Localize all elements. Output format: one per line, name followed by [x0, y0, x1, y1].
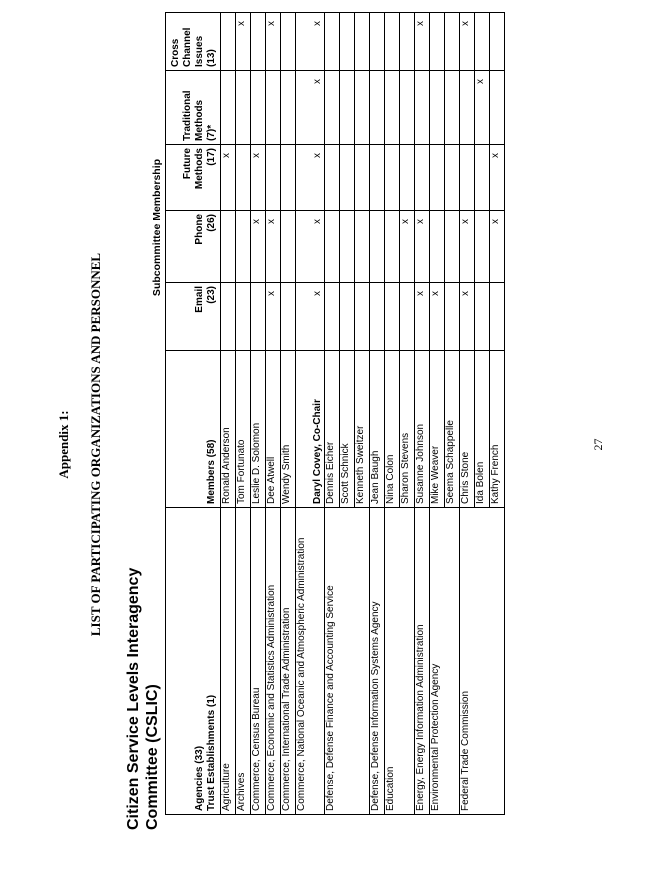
agencies-count: Agencies (33): [194, 745, 205, 811]
future-methods-cell: [430, 145, 445, 211]
future-methods-cell: [236, 145, 251, 211]
agency-cell: Commerce, International Trade Administration: [281, 508, 296, 815]
phone-cell: [251, 211, 266, 283]
page-number: 27: [591, 438, 605, 451]
email-cell: [236, 283, 251, 351]
agency-cell: Environmental Protection Agency: [430, 508, 460, 815]
table-row: [415, 13, 430, 815]
email-cell: [445, 283, 460, 351]
traditional-label2: Methods: [194, 99, 205, 141]
email-cell: [490, 283, 505, 351]
phone-cell: [460, 211, 475, 283]
agency-cell: Agriculture: [221, 508, 236, 815]
cross-channel-cell: [340, 13, 355, 71]
agency-cell: Federal Trade Commission: [460, 508, 505, 815]
phone-cell: [475, 211, 490, 283]
membership-mark: x: [266, 291, 277, 296]
future-methods-cell: [340, 145, 355, 211]
member-cell: Leslie D. Solomon: [251, 351, 266, 508]
membership-mark: x: [475, 79, 486, 84]
member-cell: Dee Atwell: [266, 351, 281, 508]
cross-count: (13): [206, 49, 217, 67]
future-methods-header: [166, 145, 221, 211]
cross-channel-cell: [355, 13, 370, 71]
email-cell: [340, 283, 355, 351]
table-row: [370, 13, 385, 815]
future-methods-cell: [251, 145, 266, 211]
phone-cell: [340, 211, 355, 283]
future-methods-cell: [475, 145, 490, 211]
committee-title-line1: Citizen Service Levels Interagency: [125, 567, 142, 830]
email-cell: [385, 283, 400, 351]
membership-mark: x: [312, 21, 323, 26]
email-header: [166, 283, 221, 351]
cross-label: Cross: [170, 38, 181, 67]
members-header: Members (58): [166, 351, 221, 508]
email-cell: [370, 283, 385, 351]
cross-channel-cell: [221, 13, 236, 71]
email-label: Email: [194, 286, 205, 313]
member-cell: Jean Baugh: [370, 351, 385, 508]
cross-label3: Issues: [194, 35, 205, 67]
table-row: [460, 13, 475, 815]
phone-label: Phone: [194, 214, 205, 245]
cross-channel-cell: [266, 13, 281, 71]
committee-title: [124, 568, 162, 830]
member-cell: Seema Schappelle: [445, 351, 460, 508]
cross-channel-cell: [236, 13, 251, 71]
table-row: [430, 13, 445, 815]
member-cell: Kathy French: [490, 351, 505, 508]
cross-channel-cell: [415, 13, 430, 71]
membership-mark: x: [490, 219, 501, 224]
agency-cell: Commerce, Census Bureau: [251, 508, 266, 815]
agency-cell: Defense, Defense Information Systems Agency: [370, 508, 385, 815]
trust-count: Trust Establishments (1): [206, 694, 217, 811]
membership-mark: x: [221, 153, 232, 158]
future-methods-cell: [385, 145, 400, 211]
membership-mark: x: [251, 219, 262, 224]
membership-mark: x: [460, 291, 471, 296]
phone-cell: [296, 211, 325, 283]
membership-mark: x: [312, 291, 323, 296]
table-row: [296, 13, 325, 815]
table-row: [266, 13, 281, 815]
table-row: [251, 13, 266, 815]
email-cell: [296, 283, 325, 351]
traditional-methods-cell: [460, 71, 475, 145]
agency-cell: Energy, Energy Information Administration: [415, 508, 430, 815]
email-count: (23): [206, 286, 217, 304]
membership-mark: x: [266, 219, 277, 224]
membership-mark: x: [266, 21, 277, 26]
future-methods-cell: [221, 145, 236, 211]
agency-cell: Education: [385, 508, 415, 815]
future-methods-cell: [325, 145, 340, 211]
cross-channel-cell: [445, 13, 460, 71]
member-cell: Susanne Johnson: [415, 351, 430, 508]
member-cell: Scott Schnick: [340, 351, 355, 508]
traditional-methods-cell: [385, 71, 400, 145]
email-cell: [325, 283, 340, 351]
future-methods-cell: [460, 145, 475, 211]
committee-title-line2: Committee (CSLIC): [144, 684, 161, 830]
future-label2: Methods: [194, 148, 205, 190]
traditional-methods-cell: [445, 71, 460, 145]
email-cell: [355, 283, 370, 351]
traditional-methods-cell: [415, 71, 430, 145]
future-methods-cell: [355, 145, 370, 211]
member-cell: Dennis Eicher: [325, 351, 340, 508]
email-cell: [266, 283, 281, 351]
cross-channel-cell: [400, 13, 415, 71]
traditional-count: (7)*: [206, 124, 217, 141]
traditional-methods-cell: [236, 71, 251, 145]
phone-cell: [490, 211, 505, 283]
agencies-header: [166, 508, 221, 815]
future-methods-cell: [490, 145, 505, 211]
cross-channel-cell: [281, 13, 296, 71]
member-cell: Kenneth Sweitzer: [355, 351, 370, 508]
cross-channel-cell: [251, 13, 266, 71]
traditional-methods-cell: [296, 71, 325, 145]
member-cell: Mike Weaver: [430, 351, 445, 508]
email-cell: [475, 283, 490, 351]
member-cell: Tom Fortunato: [236, 351, 251, 508]
traditional-label: Traditional: [182, 90, 193, 141]
phone-cell: [430, 211, 445, 283]
table-body: [221, 13, 505, 815]
member-cell: Ronald Anderson: [221, 351, 236, 508]
traditional-methods-cell: [355, 71, 370, 145]
future-methods-cell: [370, 145, 385, 211]
traditional-methods-cell: [221, 71, 236, 145]
email-cell: [460, 283, 475, 351]
traditional-methods-cell: [340, 71, 355, 145]
email-cell: [415, 283, 430, 351]
traditional-methods-cell: [490, 71, 505, 145]
list-title: LIST OF PARTICIPATING ORGANIZATIONS AND PERSONNEL: [88, 252, 103, 637]
appendix-label: Appendix 1:: [56, 410, 71, 479]
email-cell: [400, 283, 415, 351]
future-methods-cell: [400, 145, 415, 211]
membership-mark: x: [236, 21, 247, 26]
cross-channel-cell: [490, 13, 505, 71]
future-methods-cell: [266, 145, 281, 211]
membership-mark: x: [312, 79, 323, 84]
table-row: [281, 13, 296, 815]
member-cell: Sharon Stevens: [400, 351, 415, 508]
membership-mark: x: [415, 219, 426, 224]
phone-cell: [385, 211, 400, 283]
membership-mark: x: [312, 219, 323, 224]
membership-mark: x: [312, 153, 323, 158]
cross-channel-cell: [385, 13, 400, 71]
cross-label2: Channel: [182, 27, 193, 67]
future-methods-cell: [415, 145, 430, 211]
membership-mark: x: [400, 219, 411, 224]
email-cell: [251, 283, 266, 351]
cross-channel-cell: [370, 13, 385, 71]
phone-cell: [415, 211, 430, 283]
membership-mark: x: [490, 153, 501, 158]
table-row: [221, 13, 236, 815]
cross-channel-header: [166, 13, 221, 71]
future-methods-cell: [445, 145, 460, 211]
member-cell: Wendy Smith: [281, 351, 296, 508]
traditional-methods-cell: [251, 71, 266, 145]
email-cell: [221, 283, 236, 351]
membership-mark: x: [430, 291, 441, 296]
future-methods-cell: [296, 145, 325, 211]
phone-cell: [325, 211, 340, 283]
cross-channel-cell: [325, 13, 340, 71]
table-row: [325, 13, 340, 815]
traditional-methods-cell: [475, 71, 490, 145]
phone-cell: [445, 211, 460, 283]
traditional-methods-cell: [400, 71, 415, 145]
membership-mark: x: [460, 219, 471, 224]
membership-mark: x: [460, 21, 471, 26]
phone-cell: [221, 211, 236, 283]
membership-mark: x: [415, 21, 426, 26]
membership-mark: x: [415, 291, 426, 296]
future-count: (17): [206, 148, 217, 166]
phone-cell: [370, 211, 385, 283]
agency-cell: Archives: [236, 508, 251, 815]
membership-table: [165, 12, 505, 815]
phone-cell: [266, 211, 281, 283]
cross-channel-cell: [296, 13, 325, 71]
future-methods-cell: [281, 145, 296, 211]
phone-cell: [281, 211, 296, 283]
membership-mark: x: [251, 153, 262, 158]
agency-cell: Commerce, National Oceanic and Atmospheric Administration: [296, 508, 325, 815]
table-row: [236, 13, 251, 815]
traditional-methods-cell: [325, 71, 340, 145]
phone-header: [166, 211, 221, 283]
phone-cell: [355, 211, 370, 283]
email-cell: [430, 283, 445, 351]
phone-cell: [236, 211, 251, 283]
member-cell: Ida Bolen: [475, 351, 490, 508]
traditional-methods-cell: [430, 71, 445, 145]
member-cell: Nina Colon: [385, 351, 400, 508]
table-row: [385, 13, 400, 815]
cross-channel-cell: [475, 13, 490, 71]
cross-channel-cell: [430, 13, 445, 71]
traditional-methods-cell: [266, 71, 281, 145]
traditional-methods-cell: [370, 71, 385, 145]
member-cell: Daryl Covey, Co-Chair: [296, 351, 325, 508]
future-label: Future: [182, 148, 193, 180]
member-cell: Chris Stone: [460, 351, 475, 508]
subcommittee-label: Subcommittee Membership: [151, 158, 163, 297]
agency-cell: Commerce, Economic and Statistics Administration: [266, 508, 281, 815]
email-cell: [281, 283, 296, 351]
traditional-methods-cell: [281, 71, 296, 145]
phone-count: (26): [206, 214, 217, 232]
agency-cell: Defense, Defense Finance and Accounting Service: [325, 508, 370, 815]
header-row: [166, 13, 221, 815]
traditional-methods-header: [166, 71, 221, 145]
phone-cell: [400, 211, 415, 283]
cross-channel-cell: [460, 13, 475, 71]
